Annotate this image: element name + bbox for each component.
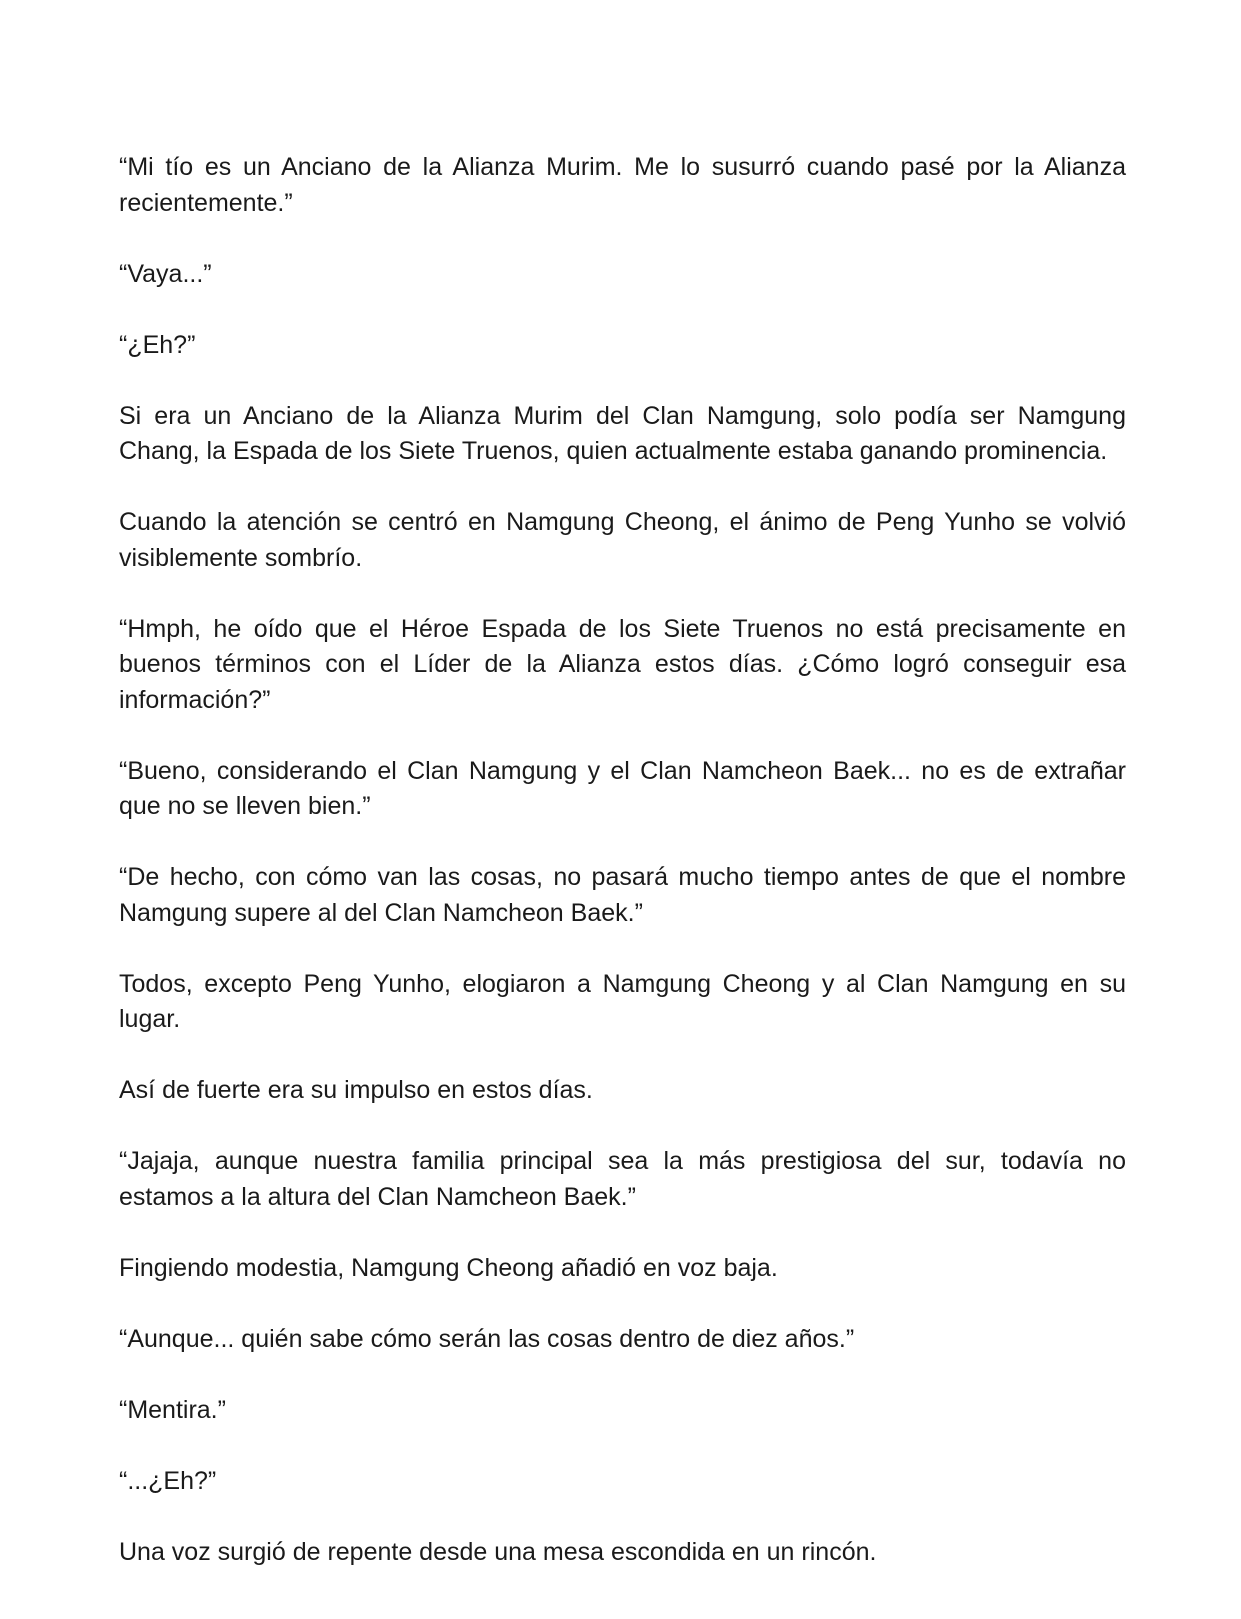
paragraph: “Bueno, considerando el Clan Namgung y el Clan Namcheon Baek... no es de extrañar que no se lleven bien.” [119, 756, 1126, 820]
paragraph: Si era un Anciano de la Alianza Murim del Clan Namgung, solo podía ser Namgung Chang, la Espada de los Siete Truenos, quien actualmente estaba ganando prominencia. [119, 401, 1126, 465]
paragraph: Fingiendo modestia, Namgung Cheong añadió en voz baja. [119, 1253, 778, 1282]
paragraph: “...¿Eh?” [119, 1466, 217, 1495]
paragraph: “Jajaja, aunque nuestra familia principal sea la más prestigiosa del sur, todavía no estamos a la altura del Clan Namcheon Baek.” [119, 1147, 1126, 1211]
paragraph: Una voz surgió de repente desde una mesa escondida en un rincón. [119, 1537, 877, 1566]
paragraph: “Mi tío es un Anciano de la Alianza Murim. Me lo susurró cuando pasé por la Alianza recientemente.” [119, 153, 1126, 217]
paragraph: “¿Eh?” [119, 330, 196, 359]
paragraph: Cuando la atención se centró en Namgung Cheong, el ánimo de Peng Yunho se volvió visiblemente sombrío. [119, 508, 1126, 572]
paragraph: “Mentira.” [119, 1395, 226, 1424]
paragraph: “Aunque... quién sabe cómo serán las cosas dentro de diez años.” [119, 1324, 855, 1353]
paragraph: Todos, excepto Peng Yunho, elogiaron a Namgung Cheong y al Clan Namgung en su lugar. [119, 969, 1126, 1033]
paragraph: “Vaya...” [119, 259, 212, 288]
paragraph: “De hecho, con cómo van las cosas, no pasará mucho tiempo antes de que el nombre Namgung supere al del Clan Namcheon Baek.” [119, 863, 1126, 927]
document-body [119, 150, 1126, 1570]
paragraph: “Hmph, he oído que el Héroe Espada de los Siete Truenos no está precisamente en buenos términos con el Líder de la Alianza estos días. ¿Cómo logró conseguir esa información?” [119, 614, 1126, 714]
paragraph: Así de fuerte era su impulso en estos días. [119, 1076, 593, 1104]
